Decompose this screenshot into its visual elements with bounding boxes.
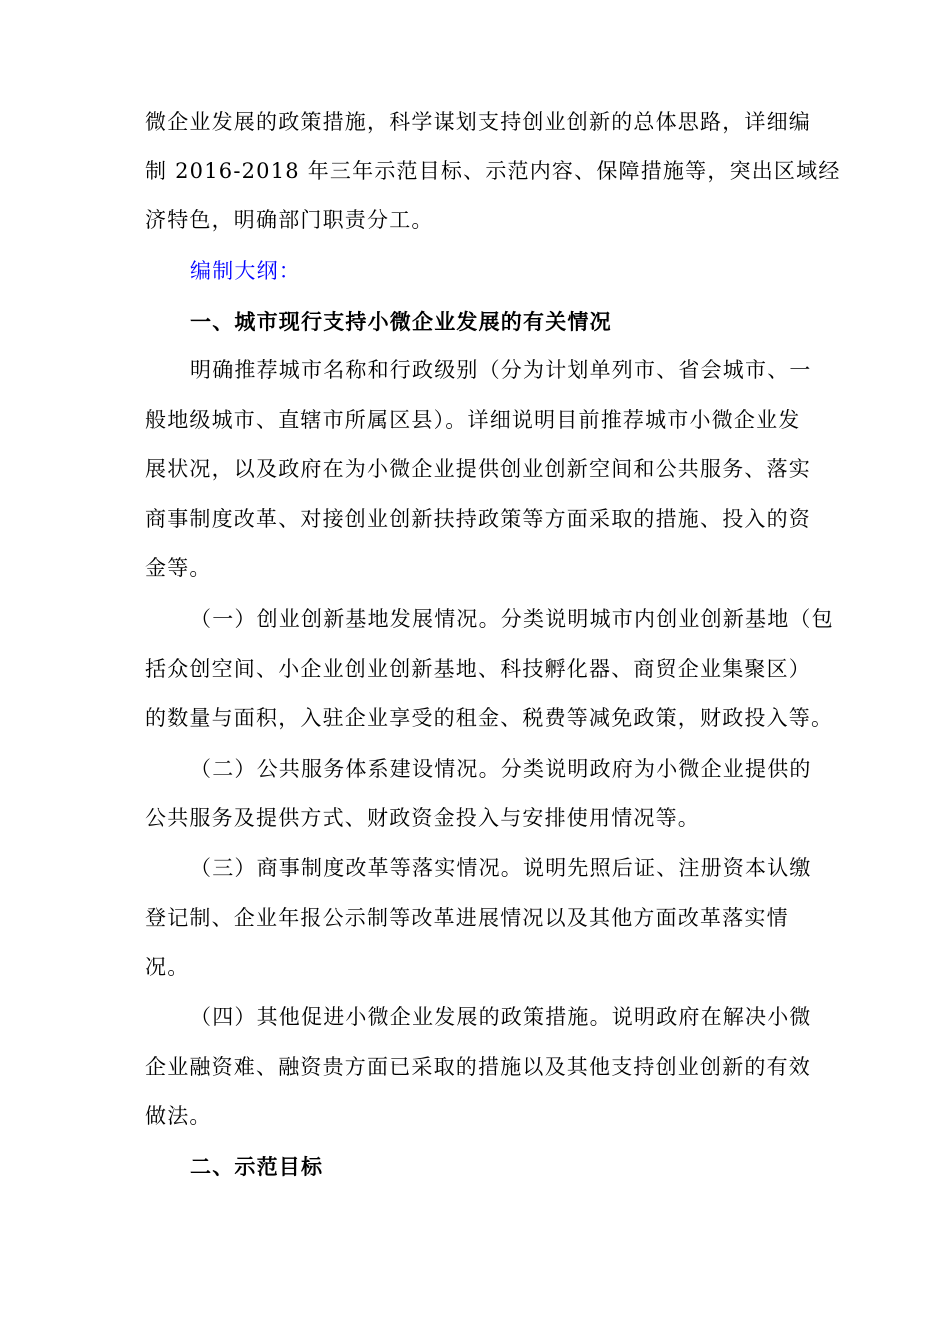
- paragraph-line: 登记制、企业年报公示制等改革进展情况以及其他方面改革落实情: [145, 906, 789, 930]
- paragraph-line: 明确推荐城市名称和行政级别（分为计划单列市、省会城市、一: [190, 358, 812, 382]
- paragraph-line: 金等。: [145, 556, 212, 580]
- paragraph-line: 公共服务及提供方式、财政资金投入与安排使用情况等。: [145, 806, 700, 830]
- paragraph-line: 济特色，明确部门职责分工。: [145, 208, 434, 232]
- paragraph-line: （四）其他促进小微企业发展的政策措施。说明政府在解决小微: [190, 1005, 812, 1029]
- outline-heading: 编制大纲：: [190, 259, 301, 283]
- paragraph-line: 做法。: [145, 1104, 212, 1128]
- section-heading-2: 二、示范目标: [190, 1155, 324, 1179]
- paragraph-line: 企业融资难、融资贵方面已采取的措施以及其他支持创业创新的有效: [145, 1055, 811, 1079]
- section-heading-1: 一、城市现行支持小微企业发展的有关情况: [190, 310, 612, 334]
- paragraph-line: 商事制度改革、对接创业创新扶持政策等方面采取的措施、投入的资: [145, 507, 811, 531]
- paragraph-line: （一）创业创新基地发展情况。分类说明城市内创业创新基地（包: [190, 607, 834, 631]
- paragraph-line: 的数量与面积，入驻企业享受的租金、税费等减免政策，财政投入等。: [145, 706, 834, 730]
- paragraph-line: （二）公共服务体系建设情况。分类说明政府为小微企业提供的: [190, 757, 812, 781]
- paragraph-line: 括众创空间、小企业创业创新基地、科技孵化器、商贸企业集聚区）: [145, 657, 811, 681]
- paragraph-line: 况。: [145, 955, 190, 979]
- paragraph-line: 展状况，以及政府在为小微企业提供创业创新空间和公共服务、落实: [145, 457, 811, 481]
- paragraph-line: （三）商事制度改革等落实情况。说明先照后证、注册资本认缴: [190, 856, 812, 880]
- paragraph-line: 般地级城市、直辖市所属区县）。详细说明目前推荐城市小微企业发: [145, 408, 801, 432]
- paragraph-line: 微企业发展的政策措施，科学谋划支持创业创新的总体思路，详细编: [145, 110, 811, 134]
- paragraph-line: 制 2016-2018 年三年示范目标、示范内容、保障措施等，突出区域经: [145, 159, 841, 183]
